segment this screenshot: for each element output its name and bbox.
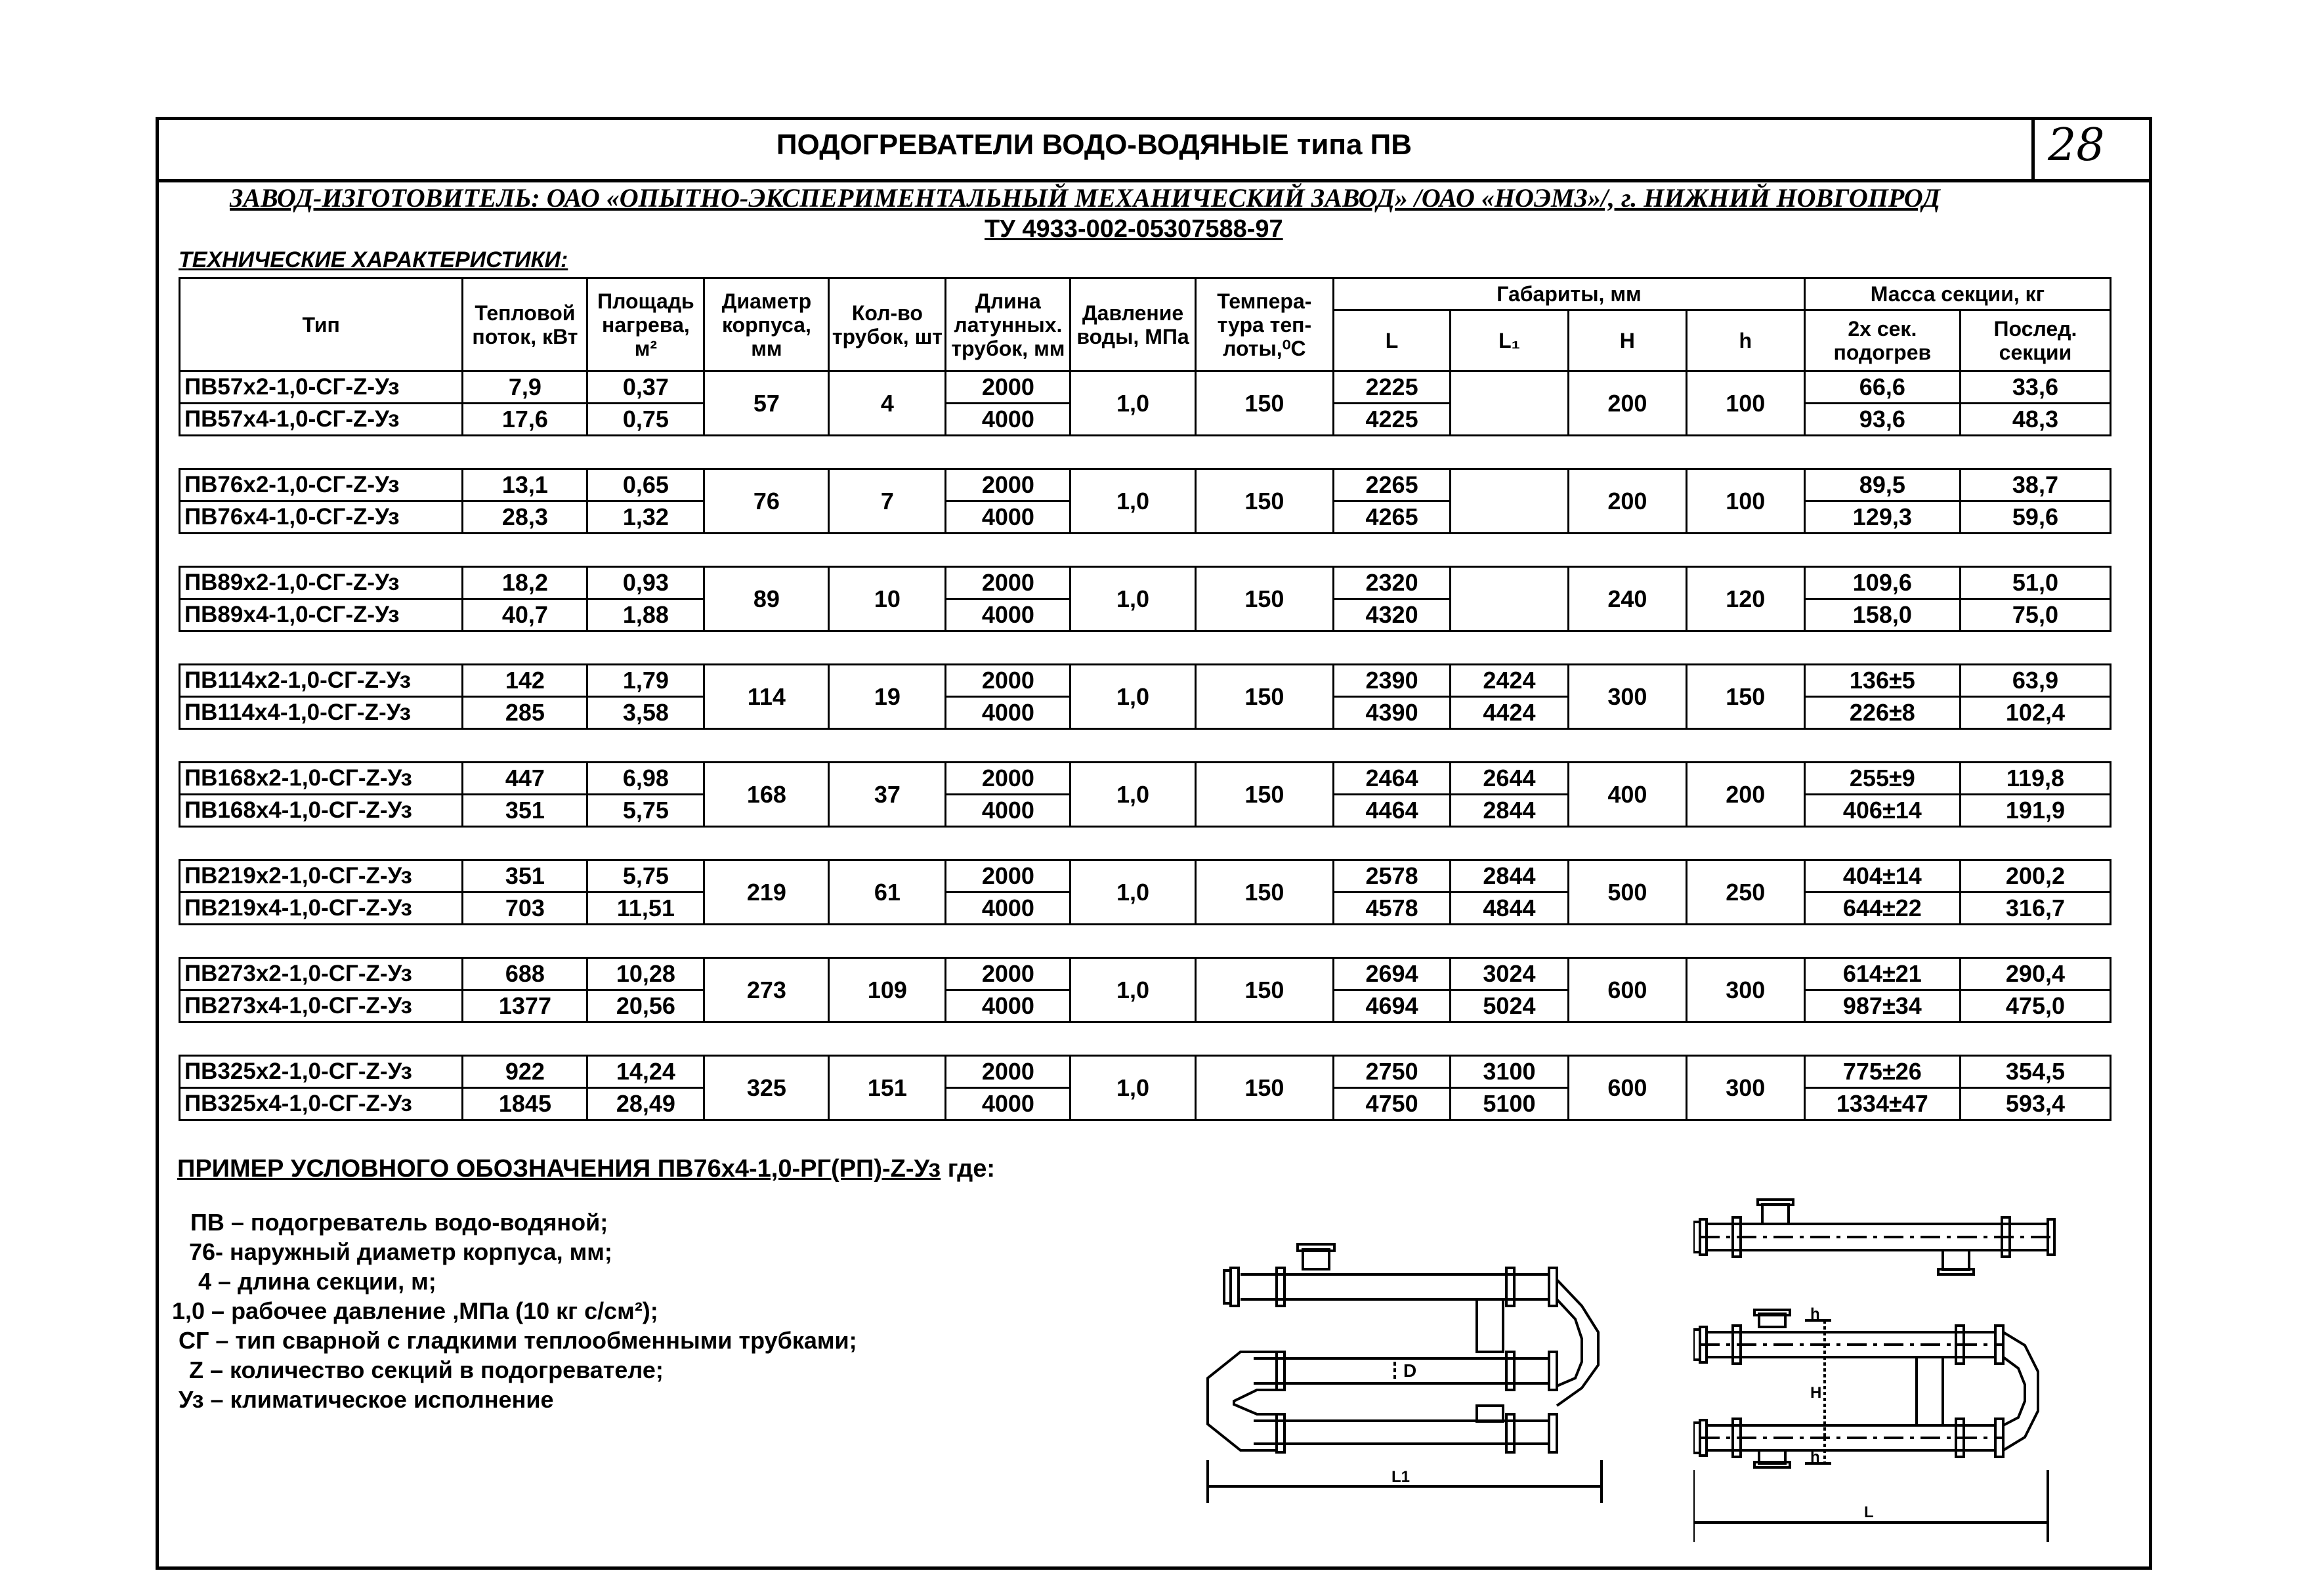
tu-code: ТУ 4933-002-05307588-97 — [985, 215, 1283, 243]
cell-dim-h: 120 — [1686, 567, 1804, 631]
cell-tubes: 37 — [829, 763, 946, 827]
cell-area: 1,79 — [587, 665, 704, 697]
group-separator — [180, 827, 2111, 860]
cell-mass-2x: 136±5 — [1804, 665, 1960, 697]
cell-diameter: 89 — [704, 567, 829, 631]
separator-cell — [180, 1022, 2111, 1056]
table-row — [180, 763, 2111, 795]
cell-type: ПВ168х4-1,0-СГ-Z-Уз — [180, 795, 463, 827]
cell-dim-h: 150 — [1686, 665, 1804, 729]
col-dim-L1: L₁ — [1451, 310, 1569, 371]
cell-type: ПВ325х4-1,0-СГ-Z-Уз — [180, 1088, 463, 1120]
cell-heat-flow: 447 — [463, 763, 587, 795]
cell-mass-last: 200,2 — [1960, 860, 2110, 892]
cell-dim-L1: 2644 — [1451, 763, 1569, 795]
spec-table — [179, 277, 2111, 1121]
cell-mass-last: 102,4 — [1960, 697, 2110, 729]
header-row — [180, 278, 2111, 310]
cell-tube-length: 2000 — [946, 763, 1071, 795]
cell-type: ПВ57х2-1,0-СГ-Z-Уз — [180, 371, 463, 404]
label-L1: L1 — [1391, 1468, 1411, 1486]
cell-tube-length: 2000 — [946, 665, 1071, 697]
cell-dim-H: 500 — [1568, 860, 1686, 925]
cell-dim-L: 4225 — [1334, 404, 1451, 436]
cell-heat-flow: 17,6 — [463, 404, 587, 436]
cell-heat-flow: 285 — [463, 697, 587, 729]
cell-pressure: 1,0 — [1071, 665, 1195, 729]
heater-drawing-two-section — [1195, 1234, 1615, 1509]
designation-legend — [172, 1208, 857, 1414]
cell-tube-length: 2000 — [946, 567, 1071, 599]
cell-tubes: 7 — [829, 469, 946, 534]
cell-mass-last: 33,6 — [1960, 371, 2110, 404]
cell-type: ПВ273х4-1,0-СГ-Z-Уз — [180, 990, 463, 1022]
cell-tubes: 61 — [829, 860, 946, 925]
cell-dim-h: 100 — [1686, 469, 1804, 534]
cell-type: ПВ57х4-1,0-СГ-Z-Уз — [180, 404, 463, 436]
page-number: 28 — [2048, 119, 2105, 171]
cell-heat-flow: 688 — [463, 958, 587, 990]
cell-diameter: 114 — [704, 665, 829, 729]
cell-mass-last: 38,7 — [1960, 469, 2110, 501]
table-row — [180, 958, 2111, 990]
tech-specs-label: ТЕХНИЧЕСКИЕ ХАРАКТЕРИСТИКИ: — [179, 247, 568, 272]
cell-tubes: 10 — [829, 567, 946, 631]
cell-type: ПВ114х2-1,0-СГ-Z-Уз — [180, 665, 463, 697]
cell-tube-length: 4000 — [946, 599, 1071, 631]
cell-heat-flow: 142 — [463, 665, 587, 697]
cell-dim-h: 250 — [1686, 860, 1804, 925]
cell-temperature: 150 — [1195, 665, 1334, 729]
legend-item: 76- наружный диаметр корпуса, мм; — [189, 1238, 612, 1265]
group-separator — [180, 729, 2111, 763]
cell-mass-last: 48,3 — [1960, 404, 2110, 436]
cell-mass-2x: 158,0 — [1804, 599, 1960, 631]
cell-dim-L: 4265 — [1334, 501, 1451, 534]
table-row — [180, 1056, 2111, 1088]
col-mass-2x: 2х сек. подогрев — [1804, 310, 1960, 371]
cell-mass-2x: 644±22 — [1804, 892, 1960, 925]
legend-item: Z – количество секций в подогревателе; — [189, 1356, 664, 1383]
col-temperature: Темпера-тура теп-лоты,⁰С — [1195, 278, 1334, 371]
cell-dim-L: 2390 — [1334, 665, 1451, 697]
cell-dim-L1: 4424 — [1451, 697, 1569, 729]
cell-temperature: 150 — [1195, 860, 1334, 925]
cell-area: 11,51 — [587, 892, 704, 925]
cell-tube-length: 2000 — [946, 469, 1071, 501]
cell-mass-2x: 109,6 — [1804, 567, 1960, 599]
cell-area: 14,24 — [587, 1056, 704, 1088]
cell-dim-h: 300 — [1686, 958, 1804, 1022]
cell-tube-length: 4000 — [946, 795, 1071, 827]
cell-mass-last: 75,0 — [1960, 599, 2110, 631]
cell-mass-last: 63,9 — [1960, 665, 2110, 697]
manufacturer-line: ЗАВОД-ИЗГОТОВИТЕЛЬ: ОАО «ОПЫТНО-ЭКСПЕРИМЕНТАЛЬНЫЙ МЕХАНИЧЕСКИЙ ЗАВОД» /ОАО «НОЭМЗ»/, г. НИЖНИЙ НОВГОПРОД — [230, 183, 1940, 213]
cell-pressure: 1,0 — [1071, 371, 1195, 436]
cell-diameter: 219 — [704, 860, 829, 925]
cell-dim-H: 600 — [1568, 1056, 1686, 1120]
cell-dim-H: 600 — [1568, 958, 1686, 1022]
legend-item: СГ – тип сварной с гладкими теплообменными трубками; — [179, 1327, 857, 1354]
cell-dim-L: 4464 — [1334, 795, 1451, 827]
cell-type: ПВ89х4-1,0-СГ-Z-Уз — [180, 599, 463, 631]
cell-pressure: 1,0 — [1071, 469, 1195, 534]
group-separator — [180, 436, 2111, 469]
cell-mass-last: 593,4 — [1960, 1088, 2110, 1120]
cell-tubes: 4 — [829, 371, 946, 436]
cell-dim-L: 2464 — [1334, 763, 1451, 795]
cell-mass-last: 119,8 — [1960, 763, 2110, 795]
cell-dim-H: 240 — [1568, 567, 1686, 631]
cell-dim-L: 2694 — [1334, 958, 1451, 990]
cell-mass-2x: 93,6 — [1804, 404, 1960, 436]
cell-type: ПВ219х4-1,0-СГ-Z-Уз — [180, 892, 463, 925]
legend-item: ПВ – подогреватель водо-водяной; — [190, 1209, 608, 1236]
label-D: D — [1403, 1360, 1417, 1381]
cell-heat-flow: 351 — [463, 795, 587, 827]
cell-type: ПВ76х4-1,0-СГ-Z-Уз — [180, 501, 463, 534]
cell-heat-flow: 922 — [463, 1056, 587, 1088]
table-row — [180, 469, 2111, 501]
cell-mass-last: 59,6 — [1960, 501, 2110, 534]
legend-item: Уз – климатическое исполнение — [179, 1386, 554, 1413]
col-dim-L: L — [1334, 310, 1451, 371]
cell-mass-2x: 406±14 — [1804, 795, 1960, 827]
cell-mass-last: 316,7 — [1960, 892, 2110, 925]
example-heading-suffix: где: — [941, 1155, 996, 1183]
cell-dim-L: 4390 — [1334, 697, 1451, 729]
cell-dim-L1: 3024 — [1451, 958, 1569, 990]
cell-mass-2x: 255±9 — [1804, 763, 1960, 795]
cell-type: ПВ89х2-1,0-СГ-Z-Уз — [180, 567, 463, 599]
cell-dim-L1 — [1451, 469, 1569, 534]
cell-dim-L: 2320 — [1334, 567, 1451, 599]
cell-dim-L: 4694 — [1334, 990, 1451, 1022]
cell-pressure: 1,0 — [1071, 958, 1195, 1022]
cell-tube-length: 2000 — [946, 1056, 1071, 1088]
cell-area: 1,88 — [587, 599, 704, 631]
table-row — [180, 371, 2111, 404]
cell-area: 3,58 — [587, 697, 704, 729]
cell-dim-L1: 5024 — [1451, 990, 1569, 1022]
cell-diameter: 57 — [704, 371, 829, 436]
col-tubes: Кол-во трубок, шт — [829, 278, 946, 371]
col-mass-last: Послед. секции — [1960, 310, 2110, 371]
cell-tubes: 151 — [829, 1056, 946, 1120]
cell-diameter: 76 — [704, 469, 829, 534]
document-title: ПОДОГРЕВАТЕЛИ ВОДО-ВОДЯНЫЕ типа ПВ — [776, 129, 1412, 161]
cell-temperature: 150 — [1195, 1056, 1334, 1120]
cell-area: 20,56 — [587, 990, 704, 1022]
cell-mass-2x: 614±21 — [1804, 958, 1960, 990]
cell-temperature: 150 — [1195, 469, 1334, 534]
cell-dim-L: 2265 — [1334, 469, 1451, 501]
cell-temperature: 150 — [1195, 371, 1334, 436]
cell-dim-L1: 4844 — [1451, 892, 1569, 925]
col-tube-length: Длина латунных. трубок, мм — [946, 278, 1071, 371]
cell-area: 5,75 — [587, 795, 704, 827]
legend-item: 4 – длина секции, м; — [198, 1268, 436, 1295]
cell-type: ПВ273х2-1,0-СГ-Z-Уз — [180, 958, 463, 990]
cell-dim-H: 200 — [1568, 469, 1686, 534]
cell-temperature: 150 — [1195, 567, 1334, 631]
cell-diameter: 168 — [704, 763, 829, 827]
cell-tube-length: 2000 — [946, 958, 1071, 990]
separator-cell — [180, 631, 2111, 665]
cell-heat-flow: 7,9 — [463, 371, 587, 404]
cell-area: 0,37 — [587, 371, 704, 404]
cell-pressure: 1,0 — [1071, 1056, 1195, 1120]
cell-area: 0,65 — [587, 469, 704, 501]
example-designation: ПРИМЕР УСЛОВНОГО ОБОЗНАЧЕНИЯ ПВ76х4-1,0-РГ(РП)-Z-Уз — [177, 1155, 941, 1183]
cell-dim-L: 4320 — [1334, 599, 1451, 631]
cell-tube-length: 4000 — [946, 501, 1071, 534]
cell-dim-L1 — [1451, 371, 1569, 436]
cell-dim-H: 300 — [1568, 665, 1686, 729]
group-separator — [180, 925, 2111, 958]
cell-mass-2x: 987±34 — [1804, 990, 1960, 1022]
cell-heat-flow: 1845 — [463, 1088, 587, 1120]
cell-area: 10,28 — [587, 958, 704, 990]
cell-area: 28,49 — [587, 1088, 704, 1120]
cell-area: 5,75 — [587, 860, 704, 892]
cell-heat-flow: 703 — [463, 892, 587, 925]
cell-mass-last: 354,5 — [1960, 1056, 2110, 1088]
cell-mass-last: 51,0 — [1960, 567, 2110, 599]
cell-dim-h: 300 — [1686, 1056, 1804, 1120]
label-L: L — [1864, 1503, 1874, 1521]
cell-dim-L: 2578 — [1334, 860, 1451, 892]
group-separator — [180, 534, 2111, 567]
col-dimensions: Габариты, мм — [1334, 278, 1805, 310]
cell-heat-flow: 1377 — [463, 990, 587, 1022]
cell-mass-last: 191,9 — [1960, 795, 2110, 827]
cell-temperature: 150 — [1195, 763, 1334, 827]
cell-mass-2x: 226±8 — [1804, 697, 1960, 729]
heater-drawing-single-section — [1693, 1194, 2061, 1280]
cell-dim-L: 4750 — [1334, 1088, 1451, 1120]
cell-dim-L1 — [1451, 567, 1569, 631]
cell-type: ПВ325х2-1,0-СГ-Z-Уз — [180, 1056, 463, 1088]
cell-type: ПВ168х2-1,0-СГ-Z-Уз — [180, 763, 463, 795]
cell-heat-flow: 13,1 — [463, 469, 587, 501]
cell-area: 1,32 — [587, 501, 704, 534]
cell-pressure: 1,0 — [1071, 860, 1195, 925]
cell-tubes: 19 — [829, 665, 946, 729]
cell-mass-2x: 404±14 — [1804, 860, 1960, 892]
cell-dim-h: 200 — [1686, 763, 1804, 827]
label-h-bottom: h — [1810, 1448, 1820, 1466]
cell-dim-L1: 5100 — [1451, 1088, 1569, 1120]
cell-area: 0,93 — [587, 567, 704, 599]
group-separator — [180, 1022, 2111, 1056]
cell-tubes: 109 — [829, 958, 946, 1022]
cell-tube-length: 4000 — [946, 697, 1071, 729]
table-row — [180, 860, 2111, 892]
col-type: Тип — [180, 278, 463, 371]
col-diameter: Диаметр корпуса, мм — [704, 278, 829, 371]
cell-mass-2x: 1334±47 — [1804, 1088, 1960, 1120]
col-pressure: Давление воды, МПа — [1071, 278, 1195, 371]
cell-diameter: 273 — [704, 958, 829, 1022]
cell-dim-h: 100 — [1686, 371, 1804, 436]
table-row — [180, 665, 2111, 697]
separator-cell — [180, 729, 2111, 763]
separator-cell — [180, 827, 2111, 860]
cell-mass-2x: 129,3 — [1804, 501, 1960, 534]
cell-tube-length: 4000 — [946, 404, 1071, 436]
separator-cell — [180, 436, 2111, 469]
cell-tube-length: 4000 — [946, 990, 1071, 1022]
col-heat-flow: Тепловой поток, кВт — [463, 278, 587, 371]
cell-dim-L1: 2424 — [1451, 665, 1569, 697]
cell-heat-flow: 18,2 — [463, 567, 587, 599]
cell-dim-L1: 3100 — [1451, 1056, 1569, 1088]
cell-area: 6,98 — [587, 763, 704, 795]
cell-type: ПВ114х4-1,0-СГ-Z-Уз — [180, 697, 463, 729]
heater-drawing-dimensions — [1693, 1306, 2061, 1555]
legend-item: 1,0 – рабочее давление ,МПа (10 кг с/см²); — [172, 1297, 658, 1324]
label-h-top: h — [1810, 1306, 1820, 1323]
cell-dim-L: 2225 — [1334, 371, 1451, 404]
example-heading — [177, 1155, 995, 1183]
cell-heat-flow: 28,3 — [463, 501, 587, 534]
cell-type: ПВ219х2-1,0-СГ-Z-Уз — [180, 860, 463, 892]
cell-dim-L1: 2844 — [1451, 860, 1569, 892]
page-number-box — [2031, 117, 2152, 182]
cell-mass-last: 475,0 — [1960, 990, 2110, 1022]
cell-pressure: 1,0 — [1071, 763, 1195, 827]
cell-diameter: 325 — [704, 1056, 829, 1120]
header-bar — [156, 117, 2152, 182]
cell-heat-flow: 40,7 — [463, 599, 587, 631]
separator-cell — [180, 534, 2111, 567]
cell-heat-flow: 351 — [463, 860, 587, 892]
cell-tube-length: 4000 — [946, 892, 1071, 925]
cell-dim-L1: 2844 — [1451, 795, 1569, 827]
cell-mass-last: 290,4 — [1960, 958, 2110, 990]
group-separator — [180, 631, 2111, 665]
col-mass: Масса секции, кг — [1804, 278, 2110, 310]
cell-area: 0,75 — [587, 404, 704, 436]
col-dim-H: H — [1568, 310, 1686, 371]
label-H: H — [1810, 1384, 1822, 1402]
cell-dim-L: 4578 — [1334, 892, 1451, 925]
cell-dim-H: 400 — [1568, 763, 1686, 827]
cell-temperature: 150 — [1195, 958, 1334, 1022]
cell-pressure: 1,0 — [1071, 567, 1195, 631]
cell-tube-length: 2000 — [946, 371, 1071, 404]
cell-dim-L: 2750 — [1334, 1056, 1451, 1088]
cell-tube-length: 2000 — [946, 860, 1071, 892]
cell-type: ПВ76х2-1,0-СГ-Z-Уз — [180, 469, 463, 501]
table-row — [180, 567, 2111, 599]
cell-tube-length: 4000 — [946, 1088, 1071, 1120]
col-area: Площадь нагрева, м² — [587, 278, 704, 371]
col-dim-h: h — [1686, 310, 1804, 371]
cell-mass-2x: 89,5 — [1804, 469, 1960, 501]
cell-mass-2x: 66,6 — [1804, 371, 1960, 404]
cell-dim-H: 200 — [1568, 371, 1686, 436]
separator-cell — [180, 925, 2111, 958]
cell-mass-2x: 775±26 — [1804, 1056, 1960, 1088]
